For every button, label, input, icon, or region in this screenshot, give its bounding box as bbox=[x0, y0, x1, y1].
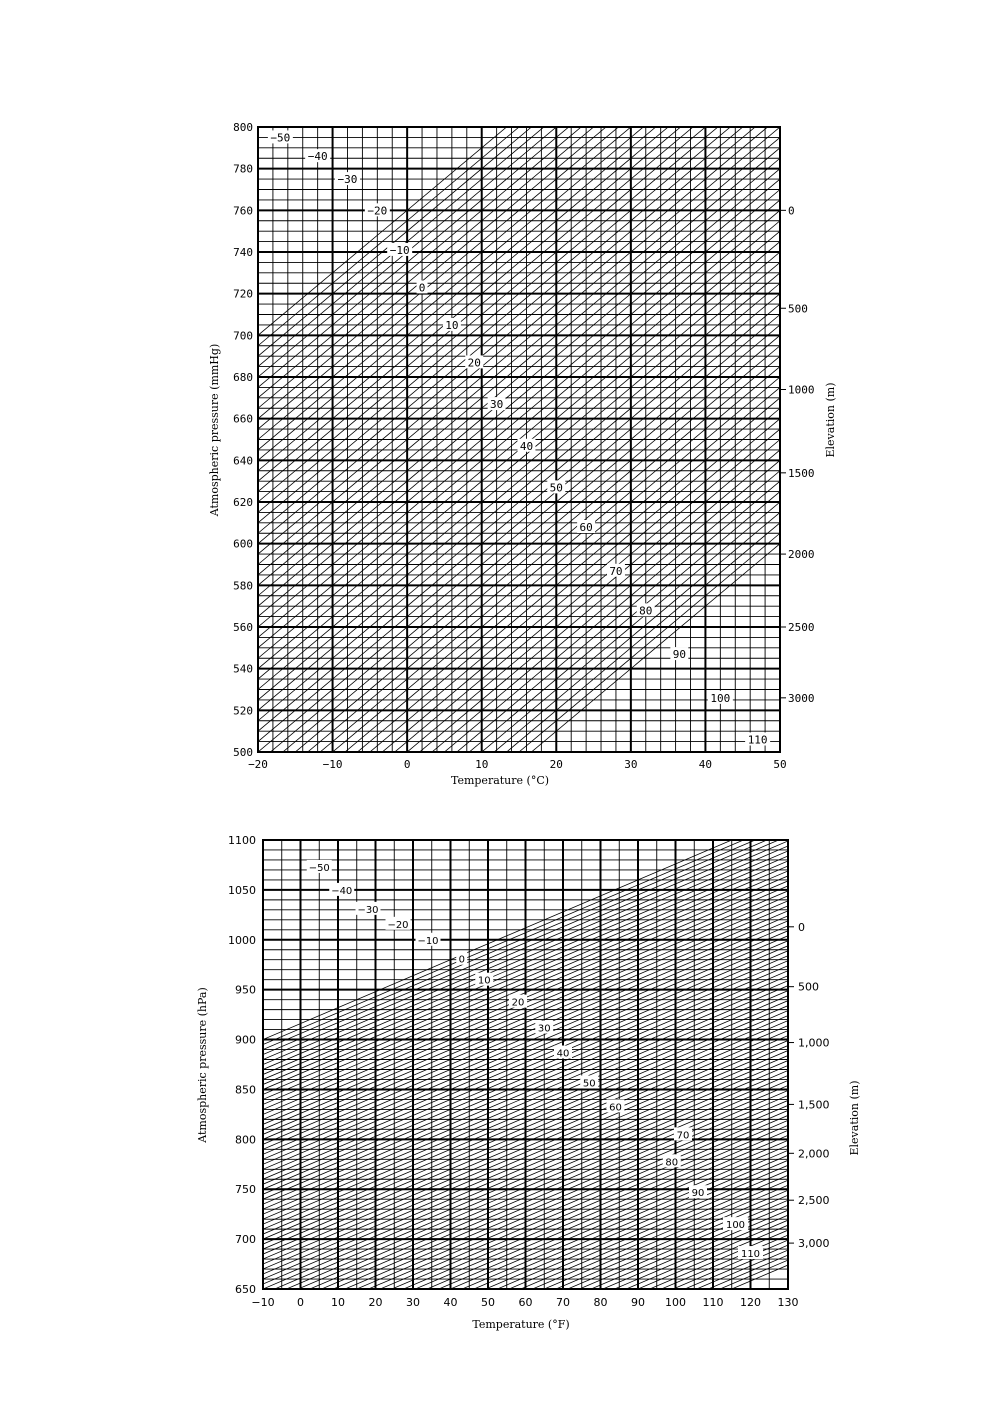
elevation-tick-label: 1,500 bbox=[798, 1098, 830, 1112]
x-tick-label: −20 bbox=[248, 758, 268, 771]
x-tick-label: 30 bbox=[406, 1296, 420, 1309]
y-axis-label: Atmospheric pressure (hPa) bbox=[196, 987, 209, 1143]
series-label: 110 bbox=[747, 733, 768, 747]
y-tick-label: 500 bbox=[233, 746, 253, 759]
x-tick-label: 80 bbox=[593, 1296, 608, 1309]
series-label: −10 bbox=[417, 935, 439, 947]
series-label: 70 bbox=[609, 564, 623, 578]
x-tick-label: 60 bbox=[518, 1296, 533, 1309]
y-tick-label: 680 bbox=[233, 371, 253, 384]
series-label: −40 bbox=[331, 885, 353, 897]
x-tick-label: 0 bbox=[297, 1296, 304, 1309]
series-label: 50 bbox=[549, 481, 563, 495]
y-tick-label: 780 bbox=[233, 162, 253, 176]
x-axis-label: Temperature (°F) bbox=[472, 1318, 570, 1331]
series-label: −10 bbox=[389, 243, 410, 257]
y-tick-label: 800 bbox=[233, 121, 253, 134]
series-label: 100 bbox=[725, 1220, 746, 1232]
series-label: −20 bbox=[387, 919, 409, 931]
elevation-tick-label: 500 bbox=[798, 980, 819, 994]
x-tick-label: −10 bbox=[251, 1296, 275, 1309]
series-label: 90 bbox=[672, 648, 686, 662]
series-label: 30 bbox=[490, 398, 504, 412]
x-tick-label: −10 bbox=[322, 758, 343, 771]
y-tick-label: 850 bbox=[235, 1083, 256, 1097]
y-tick-label: 950 bbox=[235, 983, 256, 997]
x-tick-label: 30 bbox=[624, 758, 638, 771]
y-tick-label: 600 bbox=[233, 537, 253, 551]
x-axis-label: Temperature (°C) bbox=[450, 774, 550, 787]
y-tick-label: 1000 bbox=[228, 933, 256, 947]
x-tick-label: 120 bbox=[740, 1296, 761, 1309]
series-label: 0 bbox=[418, 281, 426, 295]
y-tick-label: 760 bbox=[233, 204, 253, 218]
series-label: 0 bbox=[458, 954, 465, 966]
series-label: −30 bbox=[337, 173, 358, 187]
series-label: 80 bbox=[665, 1157, 679, 1169]
y-tick-label: 640 bbox=[233, 454, 253, 468]
series-label: −20 bbox=[367, 204, 388, 218]
y-axis-label: Atmospheric pressure (mmHg) bbox=[208, 343, 221, 517]
elevation-tick-label: 3000 bbox=[788, 691, 815, 705]
elevation-tick-label: 2,500 bbox=[798, 1194, 830, 1208]
x-tick-label: 100 bbox=[665, 1296, 686, 1309]
series-label: 90 bbox=[691, 1188, 705, 1200]
y-tick-label: 650 bbox=[235, 1283, 256, 1296]
y-tick-label: 540 bbox=[233, 662, 253, 676]
series-label: 20 bbox=[467, 356, 481, 370]
series-label: 10 bbox=[445, 318, 459, 332]
elevation-tick-label: 2000 bbox=[788, 548, 815, 562]
elevation-tick-label: 500 bbox=[788, 302, 808, 316]
x-tick-label: 20 bbox=[368, 1296, 383, 1309]
elevation-tick-label: 1500 bbox=[788, 466, 815, 480]
elevation-tick-label: 0 bbox=[788, 204, 795, 218]
y-tick-label: 740 bbox=[233, 246, 253, 259]
x-tick-label: 10 bbox=[475, 758, 489, 771]
elevation-tick-label: 0 bbox=[798, 920, 805, 934]
y-tick-label: 700 bbox=[233, 329, 253, 343]
y-tick-label: 800 bbox=[235, 1133, 256, 1147]
elevation-tick-label: 1000 bbox=[788, 383, 815, 397]
x-tick-label: 40 bbox=[698, 758, 713, 771]
series-label: −40 bbox=[307, 150, 328, 164]
series-label: −30 bbox=[357, 904, 379, 916]
elevation-tick-label: 2500 bbox=[788, 621, 815, 634]
elevation-tick-label: 2,000 bbox=[798, 1147, 830, 1161]
x-tick-label: 0 bbox=[403, 758, 411, 771]
y2-axis-label: Elevation (m) bbox=[848, 1080, 861, 1156]
x-tick-label: 90 bbox=[631, 1296, 645, 1309]
y-tick-label: 660 bbox=[233, 412, 253, 426]
series-label: 100 bbox=[710, 691, 731, 705]
x-tick-label: 20 bbox=[549, 758, 563, 771]
x-tick-label: 10 bbox=[331, 1296, 345, 1309]
y-tick-label: 1050 bbox=[228, 883, 256, 897]
series-label: 40 bbox=[556, 1048, 570, 1060]
series-label: 60 bbox=[609, 1102, 622, 1114]
series-label: −50 bbox=[308, 862, 330, 874]
elevation-tick-label: 3,000 bbox=[798, 1237, 830, 1251]
series-label: 70 bbox=[676, 1130, 690, 1142]
y-tick-label: 1100 bbox=[228, 834, 256, 847]
y-tick-label: 720 bbox=[233, 287, 253, 301]
y-tick-label: 520 bbox=[233, 704, 253, 718]
y-tick-label: 580 bbox=[233, 579, 253, 593]
x-tick-label: 130 bbox=[777, 1296, 799, 1309]
elevation-tick-label: 1,000 bbox=[798, 1036, 830, 1050]
x-tick-label: 50 bbox=[773, 758, 787, 771]
series-label: 80 bbox=[639, 604, 653, 618]
series-label: 110 bbox=[740, 1249, 761, 1261]
series-label: −50 bbox=[270, 131, 291, 145]
y-tick-label: 750 bbox=[235, 1183, 256, 1197]
x-tick-label: 50 bbox=[481, 1296, 495, 1309]
y2-axis-label: Elevation (m) bbox=[824, 382, 837, 458]
series-label: 60 bbox=[579, 521, 593, 534]
series-label: 50 bbox=[582, 1078, 596, 1090]
series-label: 10 bbox=[477, 975, 491, 987]
series-label: 20 bbox=[511, 997, 525, 1009]
y-tick-label: 700 bbox=[235, 1233, 256, 1247]
y-tick-label: 900 bbox=[235, 1033, 256, 1047]
x-tick-label: 70 bbox=[556, 1296, 570, 1309]
series-label: 40 bbox=[519, 439, 534, 453]
y-tick-label: 560 bbox=[233, 621, 253, 634]
x-tick-label: 110 bbox=[702, 1296, 724, 1309]
y-tick-label: 620 bbox=[233, 496, 253, 509]
x-tick-label: 40 bbox=[443, 1296, 458, 1309]
series-label: 30 bbox=[537, 1023, 551, 1035]
